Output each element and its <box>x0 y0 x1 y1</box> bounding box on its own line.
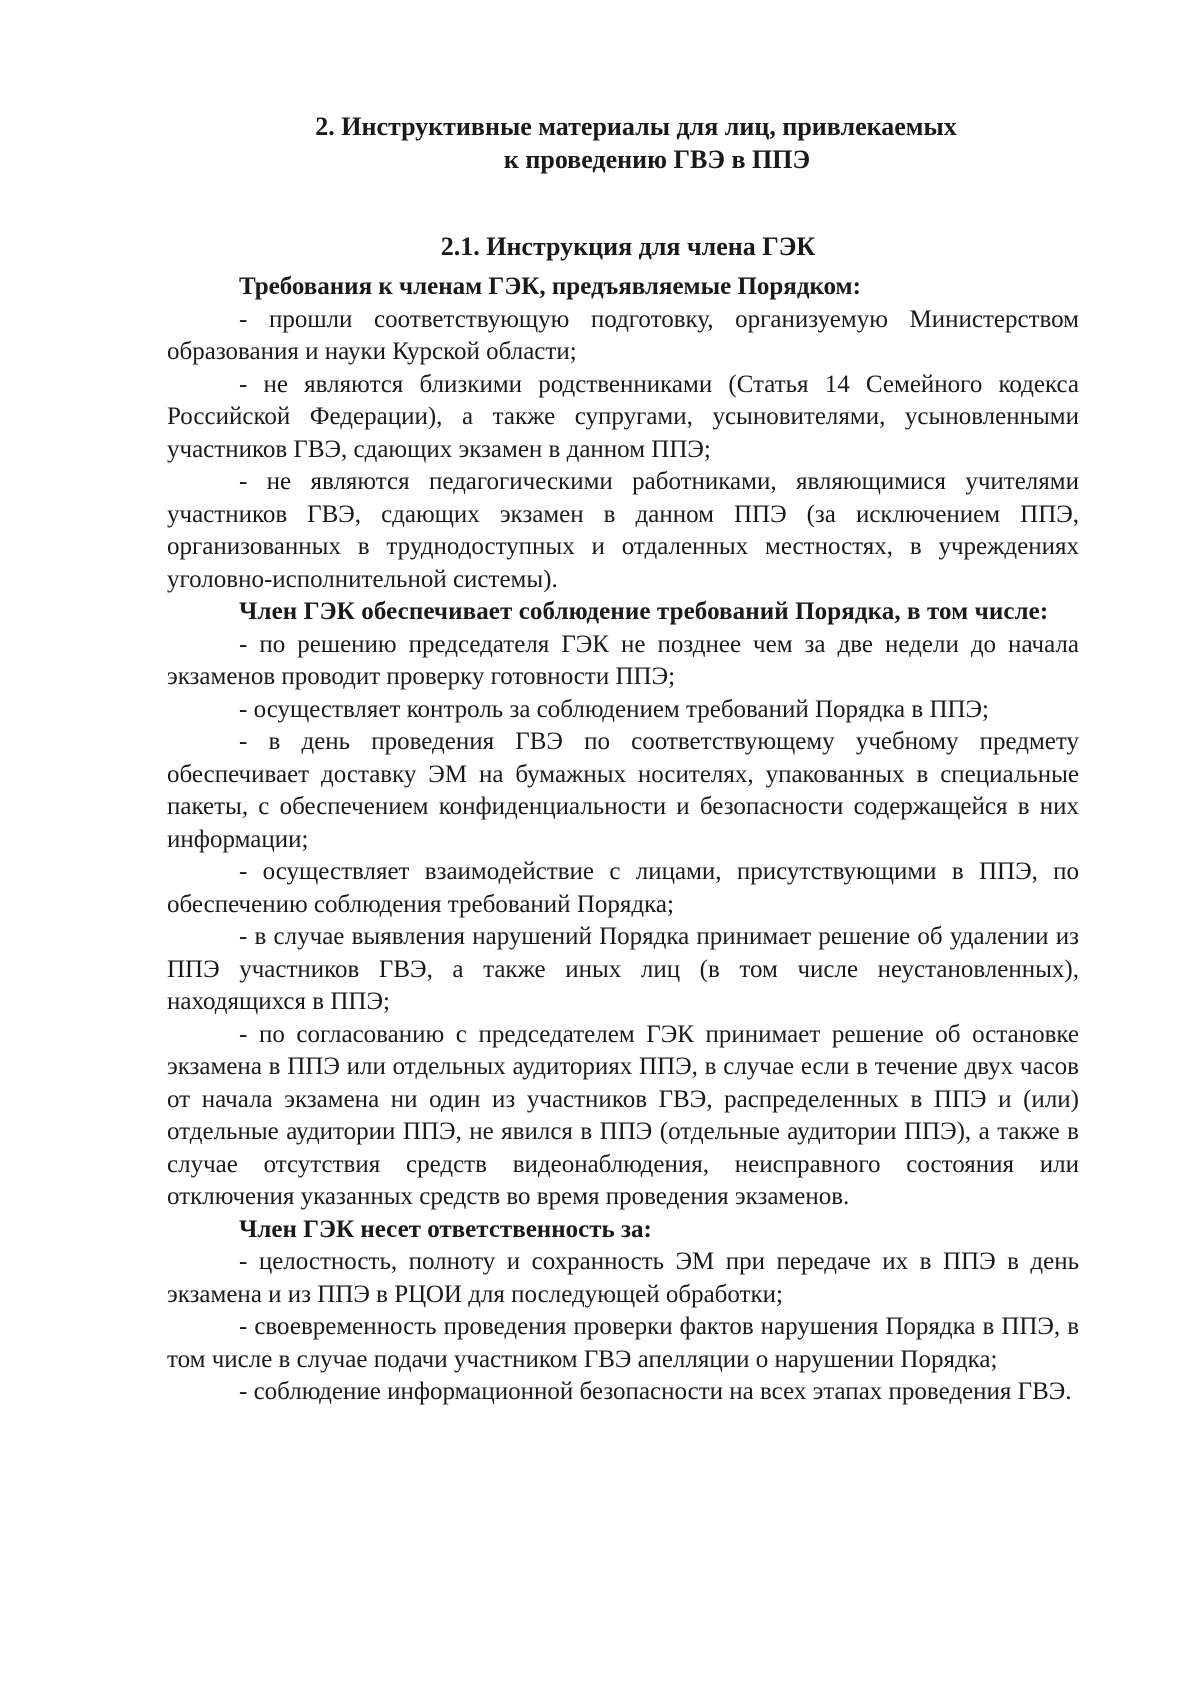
duty-item: - осуществляет контроль за соблюдением требований Порядка в ППЭ; <box>239 695 989 723</box>
document-page <box>167 110 1079 1409</box>
requirement-item: - прошли соответствующую подготовку, организуемую Министерством образования и науки Курской области; <box>167 305 1079 365</box>
title-line-2: к проведению ГВЭ в ППЭ <box>503 145 811 174</box>
title-line-1: 2. Инструктивные материалы для лиц, привлекаемых <box>315 112 957 141</box>
responsibility-item: - своевременность проведения проверки фактов нарушения Порядка в ППЭ, в том числе в случае подачи участником ГВЭ апелляции о нарушении Порядка; <box>167 1313 1079 1373</box>
document-title <box>167 110 1079 176</box>
responsibility-item: - целостность, полноту и сохранность ЭМ при передаче их в ППЭ в день экзамена и из ППЭ в РЦОИ для последующей обработки; <box>167 1248 1079 1308</box>
duty-item: - по решению председателя ГЭК не позднее чем за две недели до начала экзаменов проводит проверку готовности ППЭ; <box>167 630 1079 690</box>
responsibility-item: - соблюдение информационной безопасности на всех этапах проведения ГВЭ. <box>239 1378 1072 1405</box>
requirement-item: - не являются педагогическими работниками, являющимися учителями участников ГВЭ, сдающих экзамен в данном ППЭ (за исключением ППЭ, организованных в труднодоступных и отдаленных местностях, в учреждениях уголовно-исполнительной системы). <box>167 468 1079 593</box>
section-subtitle: 2.1. Инструкция для члена ГЭК <box>440 232 816 261</box>
responsibility-heading: Член ГЭК несет ответственность за: <box>239 1215 652 1243</box>
duty-item: - осуществляет взаимодействие с лицами, присутствующими в ППЭ, по обеспечению соблюдения требований Порядка; <box>167 858 1079 918</box>
duty-item: - по согласованию с председателем ГЭК принимает решение об остановке экзамена в ППЭ или отдельных аудиториях ППЭ, в случае если в течение двух часов от начала экзамена ни один из участников ГВЭ, распределенных в ППЭ и (или) отдельные аудитории ППЭ, не явился в ППЭ (отдельные аудитории ППЭ), а также в случае отсутствия средств видеонаблюдения, неисправного состояния или отключения указанных средств во время проведения экзаменов. <box>167 1020 1079 1210</box>
duty-item: - в день проведения ГВЭ по соответствующему учебному предмету обеспечивает доставку ЭМ на бумажных носителях, упакованных в специальные пакеты, с обеспечением конфиденциальности и безопасности содержащейся в них информации; <box>167 728 1079 853</box>
requirement-item: - не являются близкими родственниками (Статья 14 Семейного кодекса Российской Федерации), а также супругами, усыновителями, усыновленными участников ГВЭ, сдающих экзамен в данном ППЭ; <box>167 370 1079 463</box>
duty-item: - в случае выявления нарушений Порядка принимает решение об удалении из ППЭ участников ГВЭ, а также иных лиц (в том числе неустановленных), находящихся в ППЭ; <box>167 923 1079 1015</box>
duties-heading: Член ГЭК обеспечивает соблюдение требований Порядка, в том числе: <box>239 598 1049 625</box>
requirements-heading: Требования к членам ГЭК, предъявляемые Порядком: <box>239 273 861 300</box>
